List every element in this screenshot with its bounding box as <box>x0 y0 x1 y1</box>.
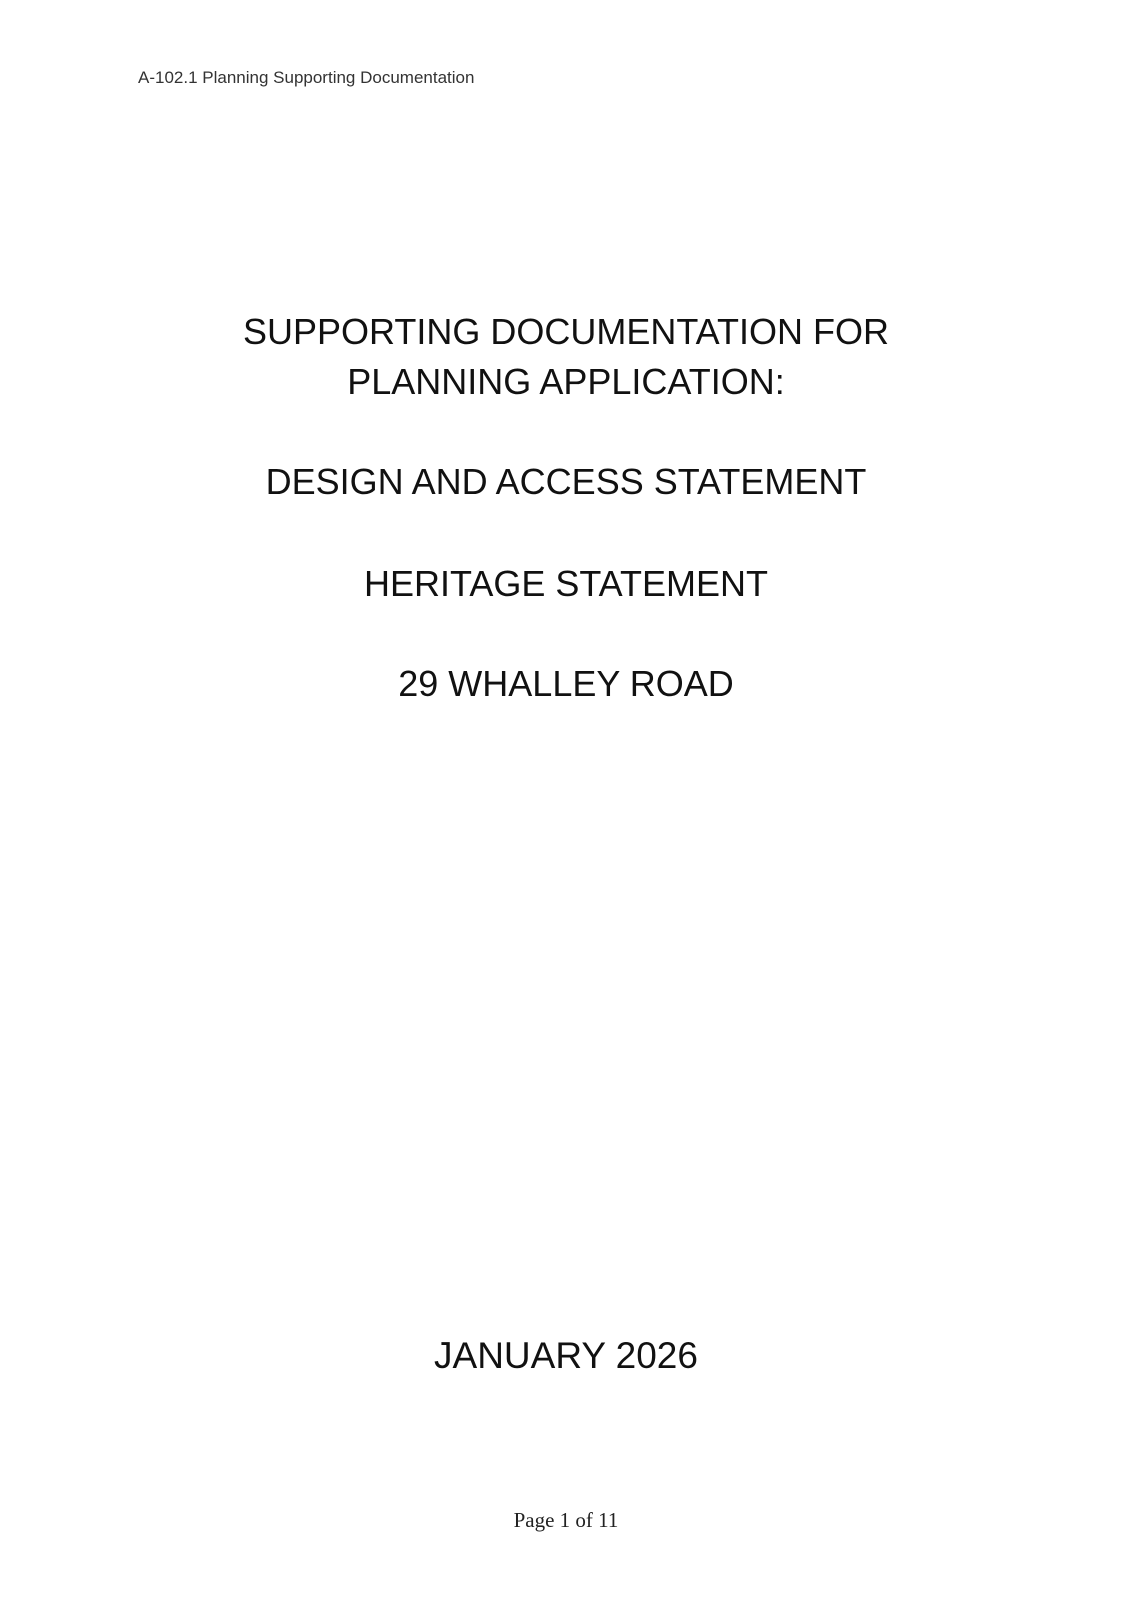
running-header: A-102.1 Planning Supporting Documentation <box>138 68 475 87</box>
site-address: 29 WHALLEY ROAD <box>398 663 734 704</box>
document-type-heritage: HERITAGE STATEMENT <box>363 563 768 604</box>
document-date: JANUARY 2026 <box>434 1335 698 1376</box>
title-line-1: SUPPORTING DOCUMENTATION FOR <box>242 311 889 352</box>
page-number: Page 1 of 11 <box>513 1508 619 1532</box>
document-type-design-access: DESIGN AND ACCESS STATEMENT <box>265 461 867 502</box>
title-line-2: PLANNING APPLICATION: <box>347 361 785 402</box>
